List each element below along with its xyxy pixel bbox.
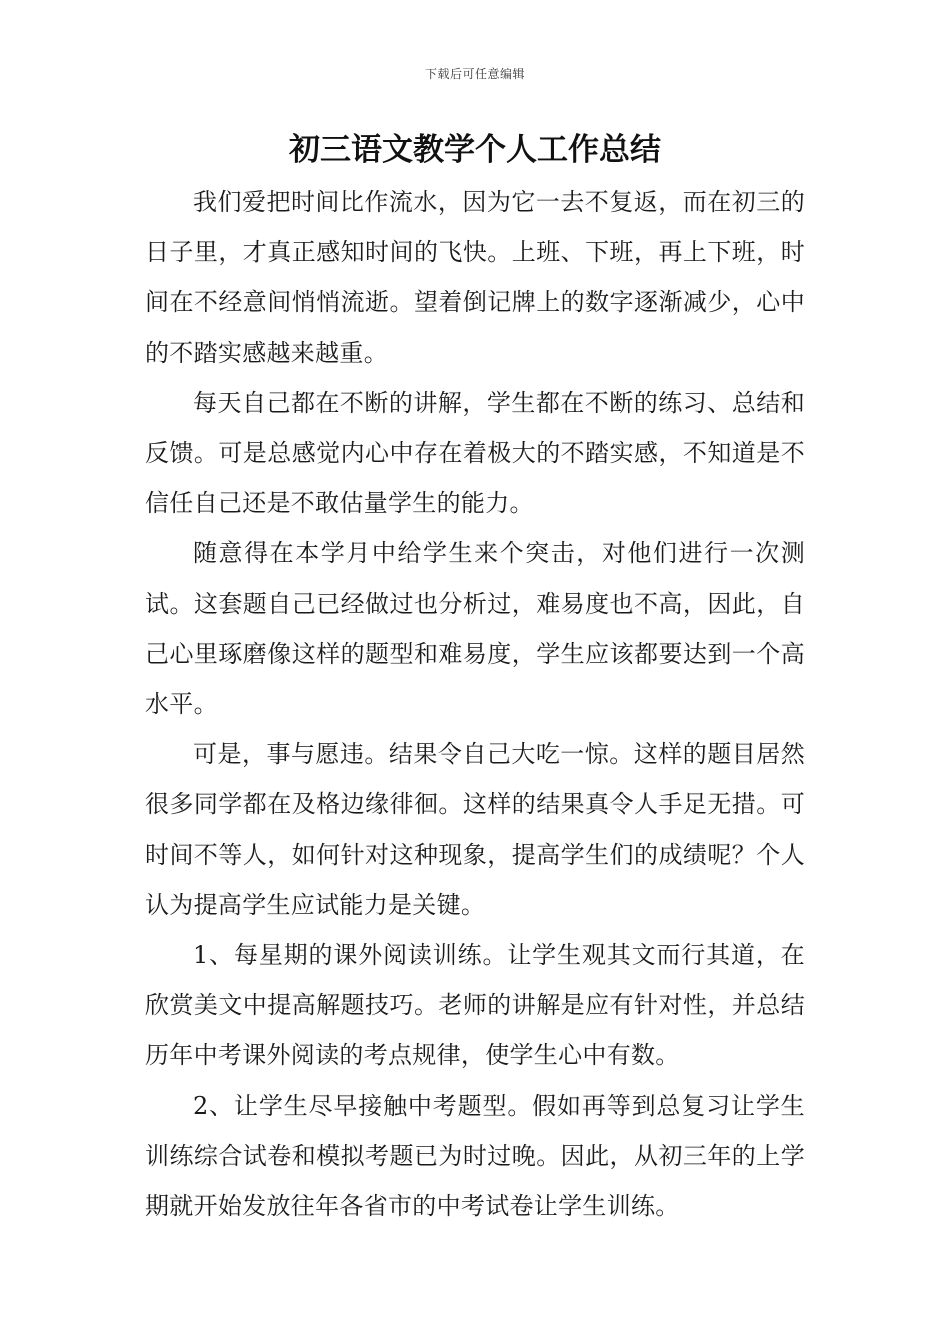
document-body <box>145 177 805 1231</box>
paragraph-2: 每天自己都在不断的讲解，学生都在不断的练习、总结和反馈。可是总感觉内心中存在着极大的不踏实感，不知道是不信任自己还是不敢估量学生的能力。 <box>145 388 805 518</box>
header-note: 下载后可任意编辑 <box>424 67 525 81</box>
paragraph-6: 2、让学生尽早接触中考题型。假如再等到总复习让学生训练综合试卷和模拟考题已为时过晚。因此，从初三年的上学期就开始发放往年各省市的中考试卷让学生训练。 <box>145 1091 805 1221</box>
paragraph-1: 我们爱把时间比作流水，因为它一去不复返，而在初三的日子里，才真正感知时间的飞快。上班、下班，再上下班，时间在不经意间悄悄流逝。望着倒记牌上的数字逐渐减少，心中的不踏实感越来越重。 <box>145 188 805 367</box>
paragraph-4: 可是，事与愿违。结果令自己大吃一惊。这样的题目居然很多同学都在及格边缘徘徊。这样的结果真令人手足无措。可时间不等人，如何针对这种现象，提高学生们的成绩呢？个人认为提高学生应试能力是关键。 <box>145 740 805 919</box>
document-title: 初三语文教学个人工作总结 <box>289 132 661 168</box>
paragraph-3: 随意得在本学月中给学生来个突击，对他们进行一次测试。这套题自己已经做过也分析过，难易度也不高，因此，自己心里琢磨像这样的题型和难易度，学生应该都要达到一个高水平。 <box>145 539 805 719</box>
paragraph-5: 1、每星期的课外阅读训练。让学生观其文而行其道，在欣赏美文中提高解题技巧。老师的讲解是应有针对性，并总结历年中考课外阅读的考点规律，使学生心中有数。 <box>145 941 805 1070</box>
